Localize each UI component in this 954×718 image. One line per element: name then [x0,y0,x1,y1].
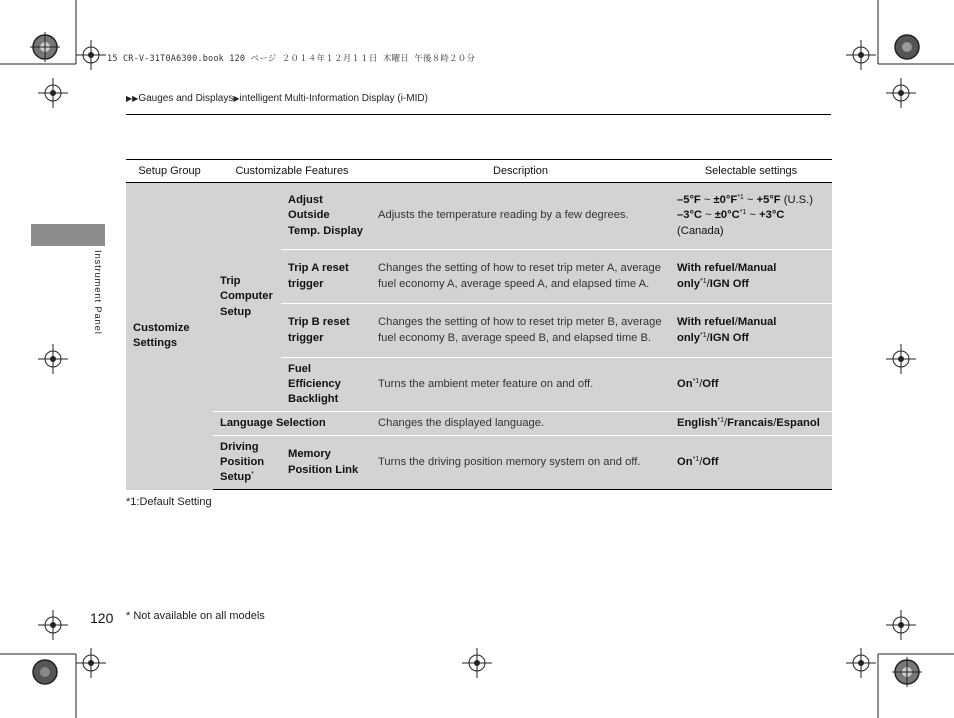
setting-separator: / [724,416,728,429]
subgroup-label: Driving Position Setup [220,440,265,484]
setting-separator: / [706,277,710,290]
setting-value: With refuel [677,262,735,275]
setting-separator: / [706,331,710,344]
breadcrumb-arrow-icon: ▶▶ [126,94,139,103]
setting-value: With refuel [677,316,735,329]
setting-value: Espanol [776,416,820,429]
setting-value: Manual only [677,316,777,344]
default-marker: *1 [739,209,747,217]
setting-value: –5°F [677,194,701,207]
setting-value: On [677,377,693,390]
setting-separator: / [734,262,738,275]
setting-separator: ~ [700,194,714,207]
chapter-label: Instrument Panel [92,250,103,335]
chapter-tab [31,224,105,246]
setting-value: English [677,416,718,429]
setting-cell [670,183,832,250]
setting-value: ±0°F [713,194,738,207]
description-cell: Changes the setting of how to reset trip meter B, average fuel economy B, average speed B, and elapsed time B. [371,304,670,358]
column-header: Setup Group [126,160,213,183]
availability-marker: * [251,471,254,479]
print-header: 15 CR-V-31T0A6300.book 120 ページ ２０１４年１２月１１日 木曜日 午後８時２０分 [107,54,476,64]
setting-cell [670,436,832,490]
setup-subgroup-cell [213,436,281,490]
setting-separator: ~ [746,209,760,222]
setting-cell [670,358,832,412]
default-marker: *1 [692,377,700,385]
table-header-row [126,160,832,183]
setting-separator: / [773,416,777,429]
settings-table [126,159,832,490]
breadcrumb-page: intelligent Multi-Information Display (i-MID) [239,93,428,104]
setting-separator: / [734,316,738,329]
setting-value: +3°C [759,209,785,222]
setting-value: +5°F [756,194,781,207]
breadcrumb-separator-icon: ▶ [233,94,240,103]
setting-separator: ~ [743,194,757,207]
feature-cell: Fuel Efficiency Backlight [281,358,371,412]
column-header: Selectable settings [670,160,832,183]
setup-group-cell: Customize Settings [126,183,213,490]
setting-value: On [677,455,693,468]
setting-value: –3°C [677,209,703,222]
setting-value: ±0°C [714,209,740,222]
setting-separator: / [699,455,703,468]
description-cell: Changes the setting of how to reset trip meter A, average fuel economy A, average speed A, and elapsed time A. [371,250,670,304]
table-row [126,412,832,436]
setting-separator: ~ [702,209,715,222]
setting-value: IGN Off [709,331,749,344]
setting-value: Francais [727,416,774,429]
setting-cell [670,412,832,436]
setting-value: IGN Off [709,277,749,290]
default-marker: *1 [700,277,707,285]
feature-cell: Memory Position Link [281,436,371,490]
setting-value: Off [702,377,719,390]
setting-cell [670,250,832,304]
column-header: Customizable Features [213,160,371,183]
description-cell: Turns the driving position memory system on and off. [371,436,670,490]
table-row [126,436,832,490]
feature-cell: Language Selection [213,412,371,436]
region-label: (U.S.) [780,194,813,207]
setting-cell [670,304,832,358]
setting-value: Off [702,455,719,468]
default-setting-note: *1:Default Setting [126,496,212,508]
page-number: 120 [90,610,114,626]
setting-value: Manual only [677,262,777,290]
default-marker: *1 [692,455,700,463]
trip-computer-setup-cell: Trip Computer Setup [213,183,281,412]
feature-cell: Adjust Outside Temp. Display [281,183,371,250]
default-marker: *1 [700,331,707,339]
default-marker: *1 [737,194,744,202]
availability-note: * Not available on all models [126,610,265,622]
description-cell: Turns the ambient meter feature on and off. [371,358,670,412]
setting-separator: / [699,377,703,390]
breadcrumb [126,93,428,104]
breadcrumb-section[interactable]: Gauges and Displays [138,93,234,104]
default-marker: *1 [717,416,725,424]
column-header: Description [371,160,670,183]
region-label: (Canada) [677,224,724,237]
description-cell: Adjusts the temperature reading by a few degrees. [371,183,670,250]
feature-cell: Trip A reset trigger [281,250,371,304]
feature-cell: Trip B reset trigger [281,304,371,358]
header-rule [126,114,831,115]
table-row [126,183,832,250]
description-cell: Changes the displayed language. [371,412,670,436]
